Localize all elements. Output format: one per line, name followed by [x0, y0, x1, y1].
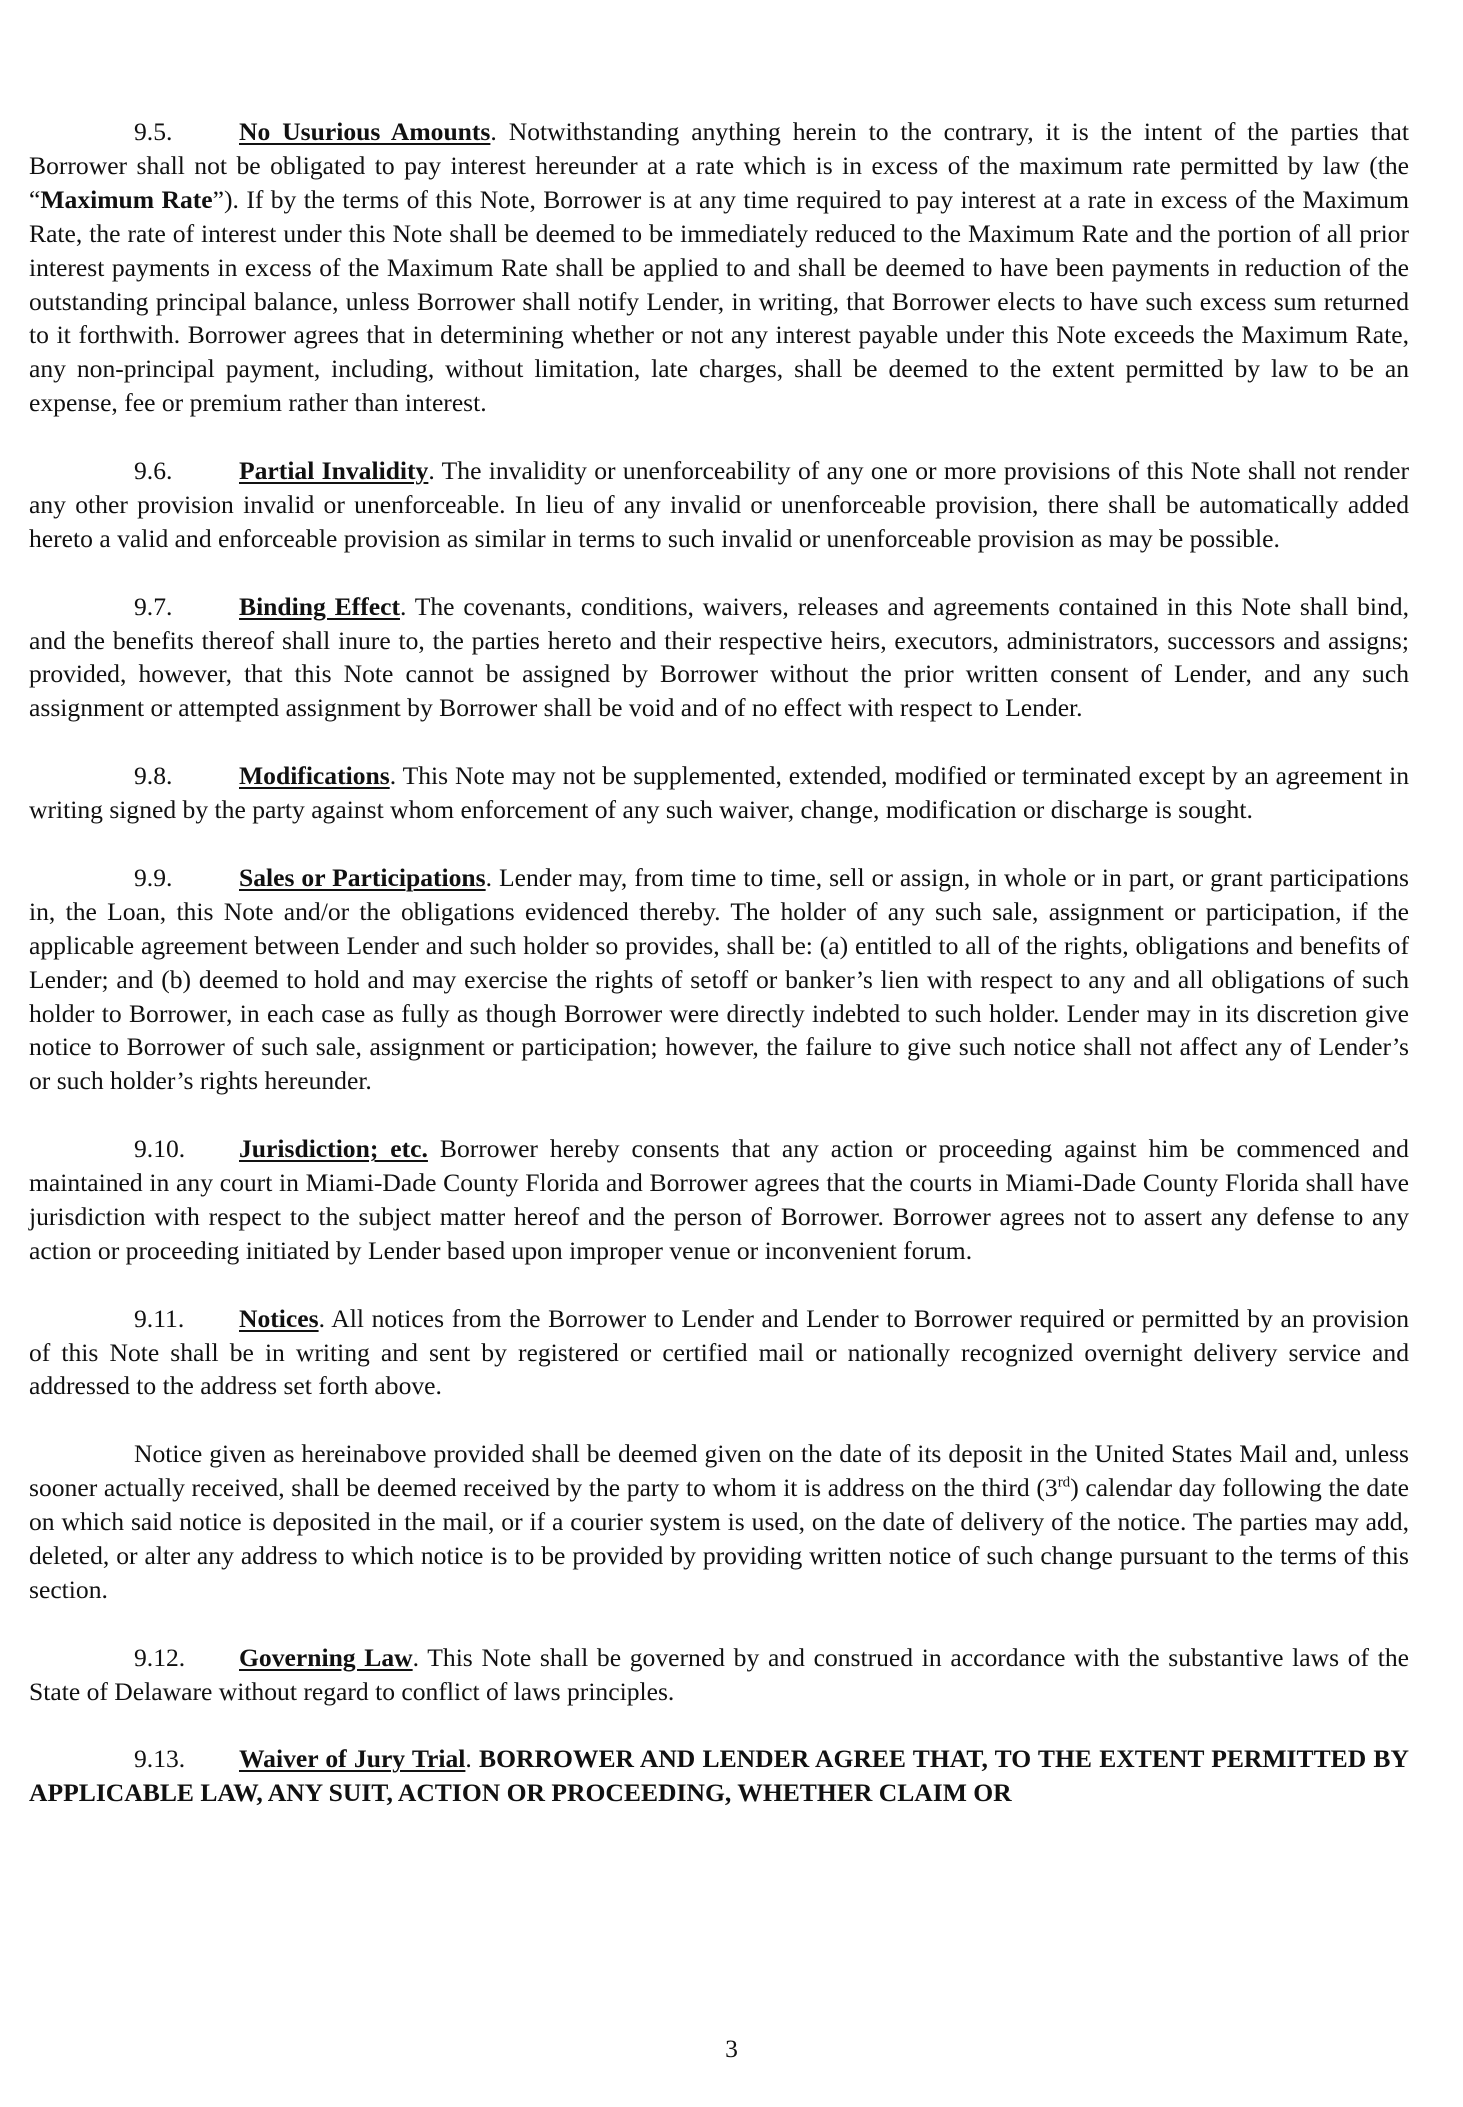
section-number: 9.8.	[134, 761, 173, 791]
section-text: . The covenants, conditions, waivers, releases and agreements contained in this Note shall bind, and the benefits thereof shall inure to, the parties hereto and their respective heirs, executors, administrators, successors and assigns; provided, however, that this Note cannot be assigned by Borrower without the prior written consent of Lender, and any such assignment or attempted assignment by Borrower shall be void and of no effect with respect to Lender.	[29, 591, 1409, 723]
paragraph-text-continued: ) calendar day following the date on which said notice is deposited in the mail, or if a courier system is used, on the date of delivery of the notice. The parties may add, deleted, or alter any address to which notice is to be provided by providing written notice of such change pursuant to the terms of this section.	[29, 1473, 1410, 1604]
section-number: 9.12.	[134, 1642, 186, 1672]
section-text: . This Note may not be supplemented, extended, modified or terminated except by an agreement in writing signed by the party against whom enforcement of any such waiver, change, modification or discharge is sought.	[29, 761, 1409, 825]
section-heading: Binding Effect	[239, 591, 400, 621]
paragraph-text: Notice given as hereinabove provided shall be deemed given on the date of its deposit in the United States Mail and, unless sooner actually received, shall be deemed received by the party to whom it is address on the third (3	[29, 1439, 1409, 1503]
section-number: 9.13.	[134, 1744, 186, 1774]
document-body	[29, 115, 1409, 1844]
section-text: . All notices from the Borrower to Lender and Lender to Borrower required or permitted by an provision of this Note shall be in writing and sent by registered or certified mail or nationally recognized overnight delivery service and addressed to the address set forth above.	[29, 1303, 1409, 1401]
section-heading: Jurisdiction; etc.	[239, 1134, 428, 1164]
section-9-9	[29, 861, 1409, 1098]
section-text: . The invalidity or unenforceability of any one or more provisions of this Note shall not render any other provision invalid or unenforceable. In lieu of any invalid or unenforceable provision, there shall be automatically added hereto a valid and enforceable provision as similar in terms to such invalid or unenforceable provision as may be possible.	[29, 456, 1409, 553]
section-number: 9.7.	[134, 591, 173, 621]
section-number: 9.11.	[134, 1303, 185, 1333]
ordinal-suffix: rd	[1057, 1474, 1071, 1491]
section-9-11	[29, 1302, 1409, 1404]
section-number: 9.9.	[134, 862, 173, 892]
jury-waiver-text: BORROWER AND LENDER AGREE THAT, TO THE EXTENT PERMITTED BY APPLICABLE LAW, ANY SUIT, ACTION OR PROCEEDING, WHETHER CLAIM OR	[29, 1744, 1409, 1808]
section-9-6	[29, 454, 1409, 556]
section-9-13	[29, 1742, 1409, 1810]
section-heading: No Usurious Amounts	[239, 117, 491, 146]
section-heading: Governing Law	[239, 1642, 413, 1672]
section-number: 9.10.	[134, 1134, 186, 1164]
section-heading: Modifications	[239, 761, 390, 791]
section-9-8	[29, 759, 1409, 827]
section-number: 9.5.	[134, 117, 173, 146]
section-9-12	[29, 1641, 1409, 1709]
section-text: . Notwithstanding anything herein to the contrary, it is the intent of the parties that Borrower shall not be obligated to pay interest hereunder at a rate which is in excess of the maximum rate permitted by law (the “	[29, 117, 1409, 214]
defined-term: Maximum Rate	[40, 184, 213, 214]
page-number: 3	[725, 2034, 738, 2063]
section-9-10	[29, 1132, 1409, 1268]
section-text-continued: ”). If by the terms of this Note, Borrower is at any time required to pay interest at a rate in excess of the Maximum Rate, the rate of interest under this Note shall be deemed to be immediately reduced to the Maximum Rate and the portion of all prior interest payments in excess of the Maximum Rate shall be applied to and shall be deemed to have been payments in reduction of the outstanding principal balance, unless Borrower shall notify Lender, in writing, that Borrower elects to have such excess sum returned to it forthwith. Borrower agrees that in determining whether or not any interest payable under this Note exceeds the Maximum Rate, any non-principal payment, including, without limitation, late charges, shall be deemed to the extent permitted by law to be an expense, fee or premium rather than interest.	[29, 184, 1409, 418]
section-text: Borrower hereby consents that any action or proceeding against him be commenced and maintained in any court in Miami-Dade County Florida and Borrower agrees that the courts in Miami-Dade County Florida shall have jurisdiction with respect to the subject matter hereof and the person of Borrower. Borrower agrees not to assert any defense to any action or proceeding initiated by Lender based upon improper venue or inconvenient forum.	[29, 1134, 1409, 1265]
section-heading: Sales or Participations	[239, 862, 486, 892]
section-heading: Notices	[239, 1303, 319, 1333]
notice-paragraph	[29, 1437, 1409, 1607]
section-9-5	[29, 115, 1409, 420]
section-number: 9.6.	[134, 456, 173, 486]
section-text: . This Note shall be governed by and construed in accordance with the substantive laws of the State of Delaware without regard to conflict of laws principles.	[29, 1642, 1409, 1706]
section-heading: Waiver of Jury Trial	[239, 1744, 466, 1774]
section-text: .	[465, 1744, 480, 1774]
section-9-7	[29, 590, 1409, 726]
section-heading: Partial Invalidity	[239, 456, 429, 486]
section-text: . Lender may, from time to time, sell or assign, in whole or in part, or grant participations in, the Loan, this Note and/or the obligations evidenced thereby. The holder of any such sale, assignment or participation, if the applicable agreement between Lender and such holder so provides, shall be: (a) entitled to all of the rights, obligations and benefits of Lender; and (b) deemed to hold and may exercise the rights of setoff or banker’s lien with respect to any and all obligations of such holder to Borrower, in each case as fully as though Borrower were directly indebted to such holder. Lender may in its discretion give notice to Borrower of such sale, assignment or participation; however, the failure to give such notice shall not affect any of Lender’s or such holder’s rights hereunder.	[29, 862, 1409, 1096]
